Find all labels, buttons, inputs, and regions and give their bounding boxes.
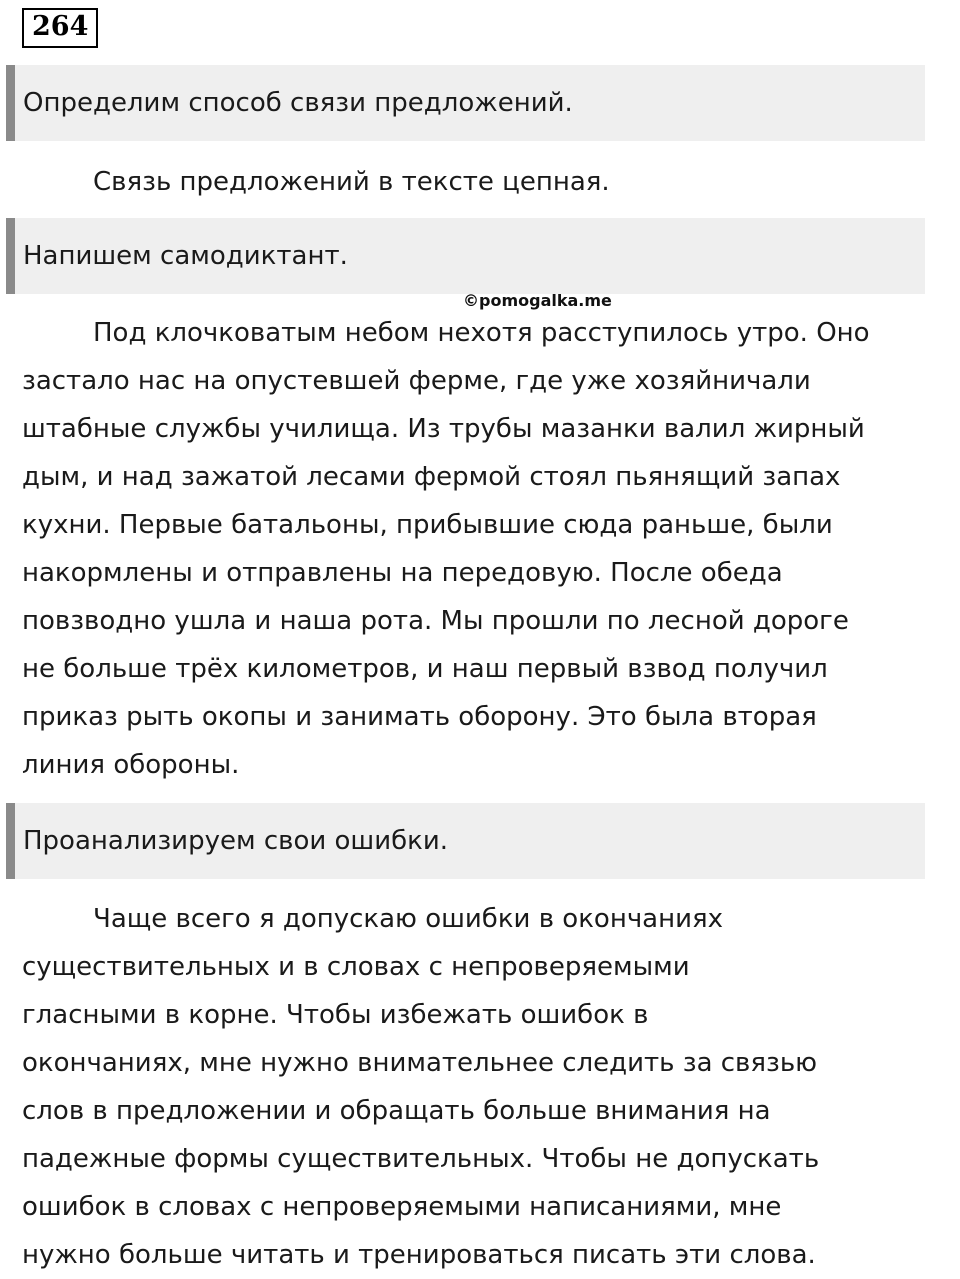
text-line: штабные службы училища. Из трубы мазанки валил жирный: [22, 414, 865, 444]
text-line: Под клочковатым небом нехотя расступилось утро. Оно: [93, 318, 870, 348]
watermark: ©pomogalka.me: [463, 291, 612, 310]
text-line: падежные формы существительных. Чтобы не допускать: [22, 1144, 820, 1174]
text-line: не больше трёх километров, и наш первый взвод получил: [22, 654, 828, 684]
text-line: линия обороны.: [22, 750, 240, 780]
text-line: кухни. Первые батальоны, прибывшие сюда раньше, были: [22, 510, 833, 540]
step-heading-1: Определим способ связи предложений.: [6, 65, 925, 141]
exercise-number: 264: [22, 8, 98, 48]
text-line: окончаниях, мне нужно внимательнее следить за связью: [22, 1048, 818, 1078]
text-line: нужно больше читать и тренироваться писать эти слова.: [22, 1240, 816, 1270]
analysis-paragraph: [22, 895, 950, 1279]
text-line: дым, и над зажатой лесами фермой стоял пьянящий запах: [22, 462, 841, 492]
step-heading-2: Напишем самодиктант.: [6, 218, 925, 294]
text-line: гласными в корне. Чтобы избежать ошибок в: [22, 1000, 649, 1030]
answer-paragraph-1: [22, 158, 950, 206]
dictation-paragraph: [22, 309, 950, 789]
text-line: Чаще всего я допускаю ошибки в окончаниях: [93, 904, 724, 934]
text-line: приказ рыть окопы и занимать оборону. Это была вторая: [22, 702, 817, 732]
text-line: накормлены и отправлены на передовую. После обеда: [22, 558, 783, 588]
text-line: застало нас на опустевшей ферме, где уже хозяйничали: [22, 366, 811, 396]
text-line: Связь предложений в тексте цепная.: [93, 167, 610, 197]
text-line: слов в предложении и обращать больше внимания на: [22, 1096, 771, 1126]
step-heading-3: Проанализируем свои ошибки.: [6, 803, 925, 879]
text-line: повзводно ушла и наша рота. Мы прошли по лесной дороге: [22, 606, 849, 636]
text-line: ошибок в словах с непроверяемыми написаниями, мне: [22, 1192, 782, 1222]
text-line: существительных и в словах с непроверяемыми: [22, 952, 690, 982]
